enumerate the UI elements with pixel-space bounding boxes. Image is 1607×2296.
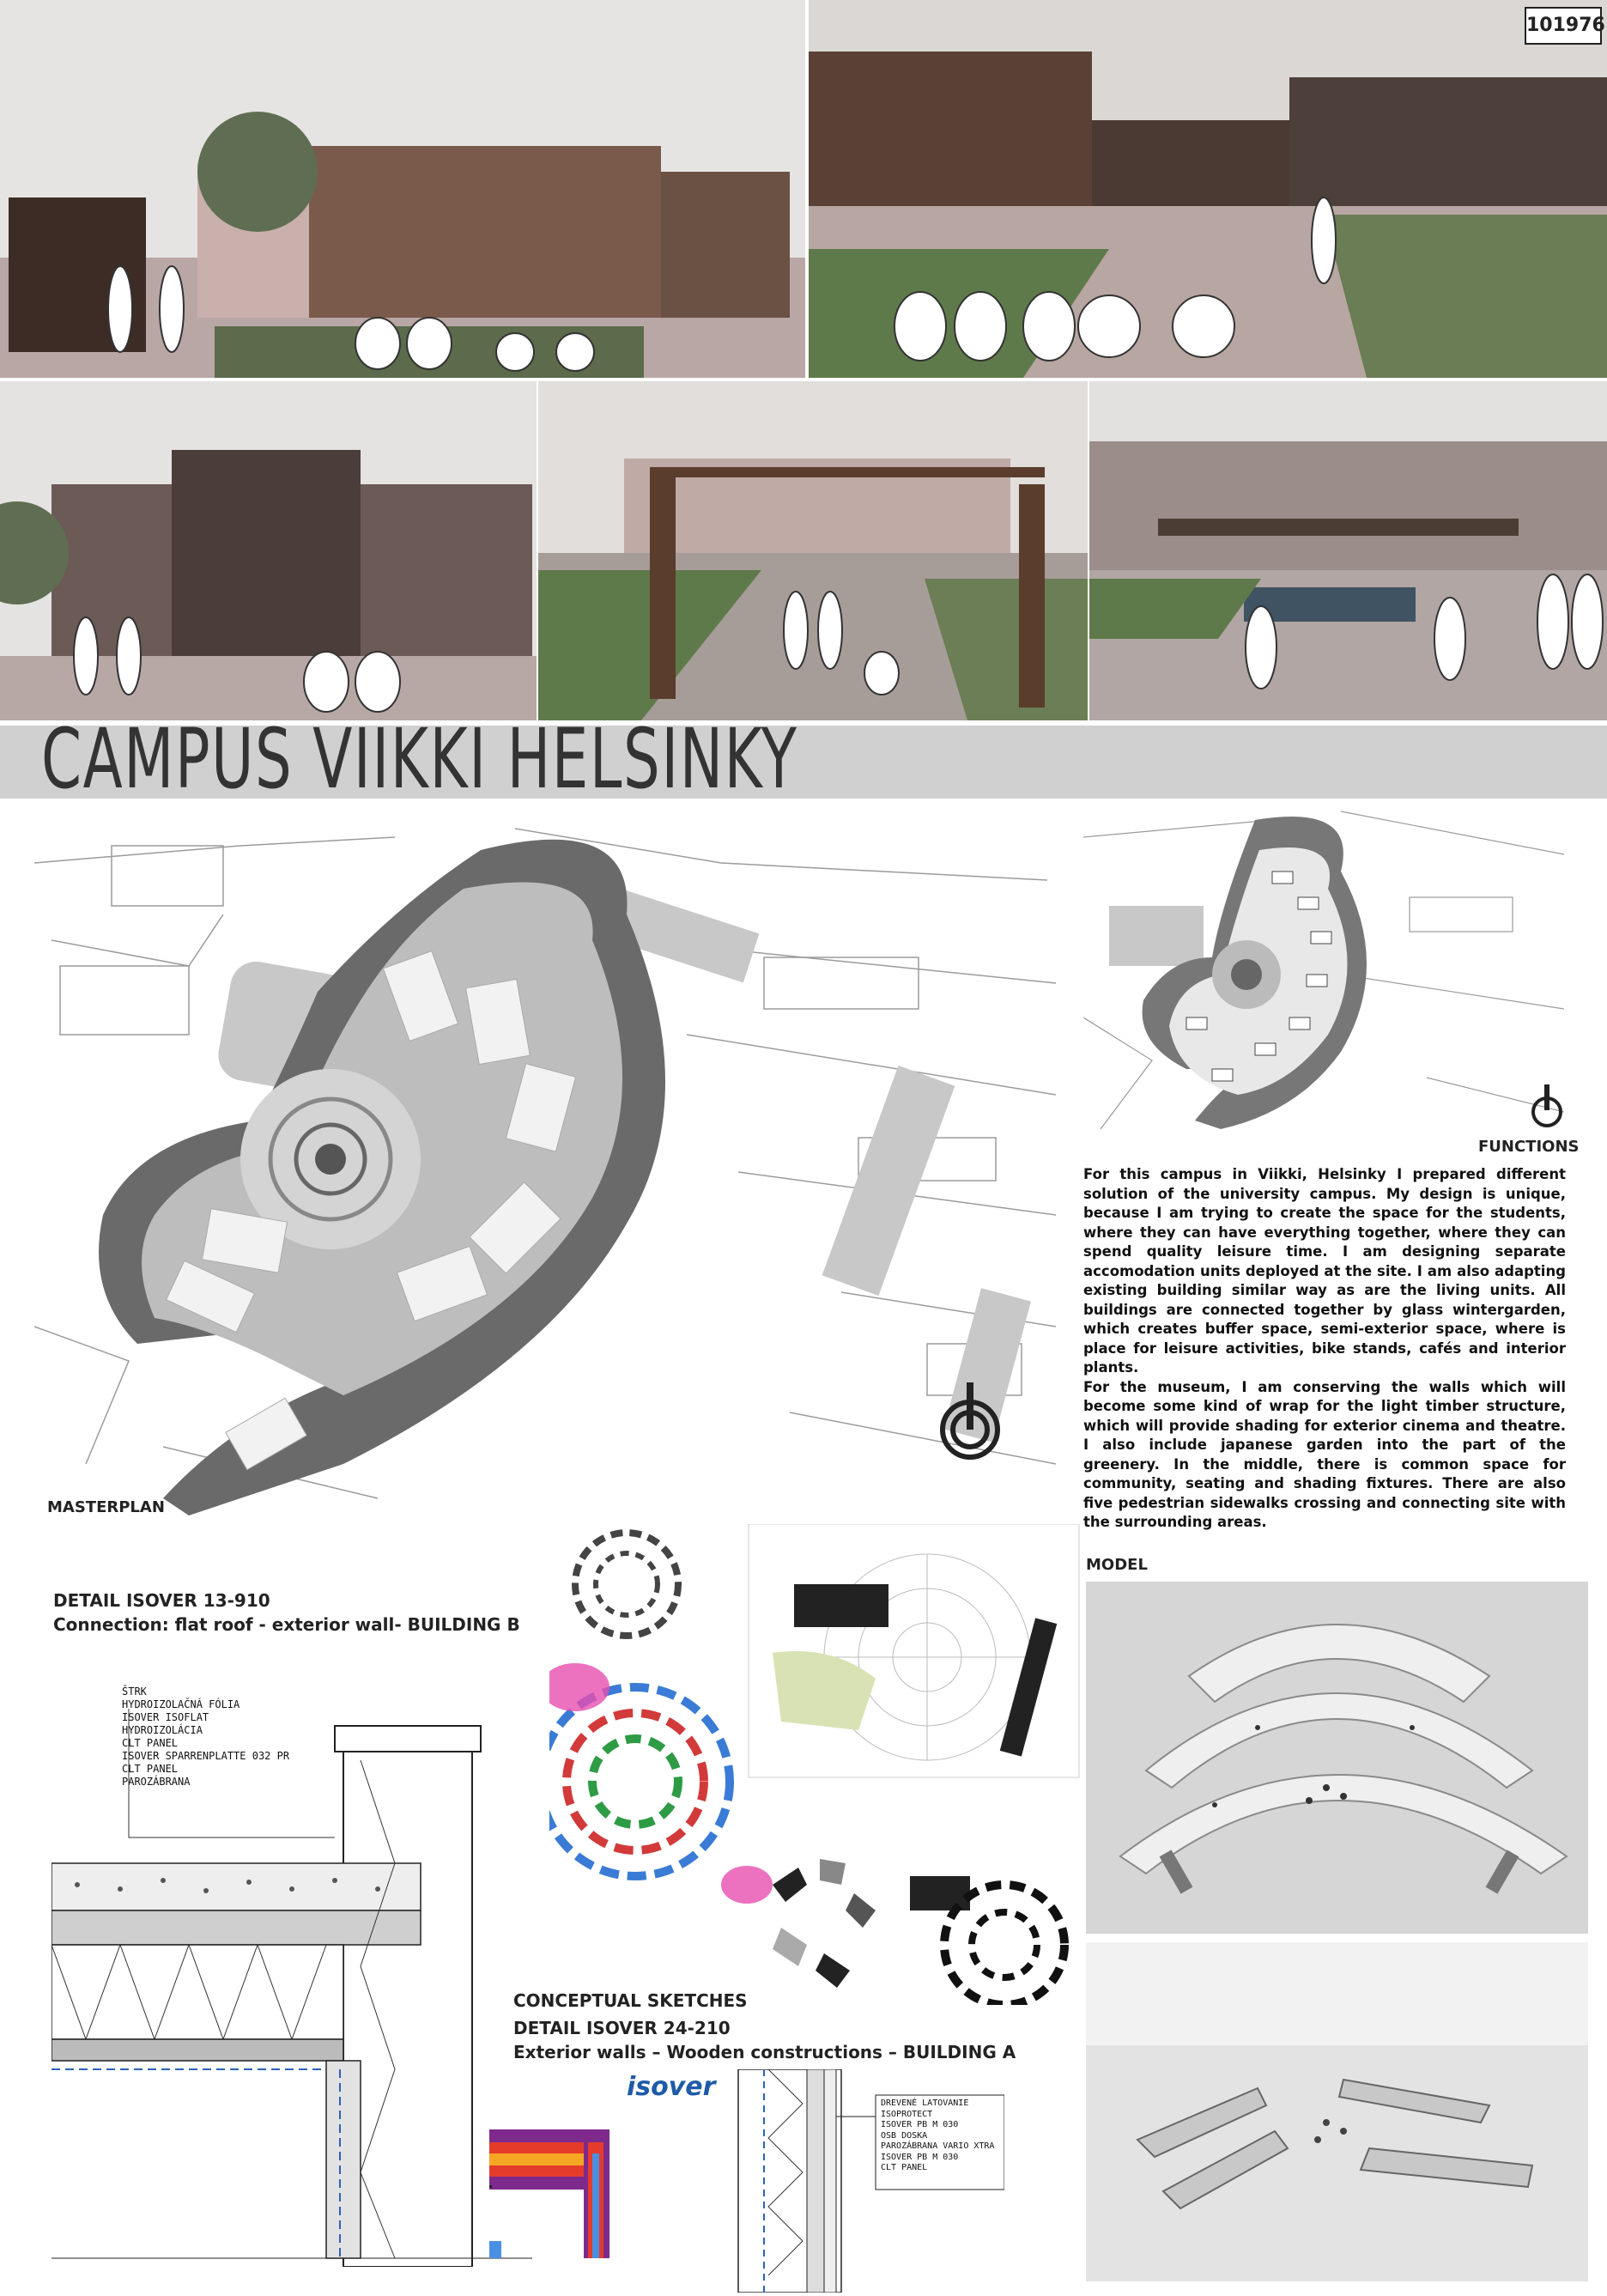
detail-b-layer: HYDROIZOLAČNÁ FÓLIA — [122, 1698, 240, 1710]
poster-id: 101976 — [1525, 7, 1602, 45]
detail-a-layers — [881, 2099, 994, 2174]
detail-b-layer: ISOVER SPARRENPLATTE 032 PR — [122, 1750, 290, 1762]
model-photo-top — [1086, 1582, 1588, 1934]
model-label: MODEL — [1086, 1556, 1148, 1574]
functions-label: FUNCTIONS — [1478, 1138, 1580, 1156]
description-paragraph-1: For this campus in Viikki, Helsinky I prepared different solution of the university campus. My design is unique, because I am trying to create the space for the students, where they can have everything together, where they can spend quality leisure time. I am designing separate accomodation units deployed at the site. I am also adapting existing building similar way as are the living units. All buildings are connected together by glass wintergarden, which creates buffer space, semi-exterior space, where is place for leisure activities, bike stands, cafés and interior plants. — [1083, 1166, 1566, 1376]
masterplan-label: MASTERPLAN — [47, 1498, 165, 1516]
detail-a-layer: OSB DOSKA — [881, 2130, 928, 2141]
detail-a-title: DETAIL ISOVER 24-210 — [513, 2018, 731, 2038]
render-pond-5 — [1089, 381, 1607, 720]
isover-thermal-graphic — [489, 2095, 661, 2267]
functions-drawing — [1083, 803, 1564, 1146]
detail-a-layer: PAROZÁBRANA VARIO XTRA — [881, 2141, 995, 2151]
detail-b-subtitle: Connection: flat roof - exterior wall- BUILDING B — [53, 1614, 520, 1635]
detail-b-layer: ISOVER ISOFLAT — [122, 1711, 209, 1723]
detail-a-layer: ISOVER PB M 030 — [881, 2120, 959, 2129]
detail-a-layer: DREVENÉ LATOVANIE — [881, 2099, 969, 2108]
detail-a-layer: ISOPROTECT — [881, 2109, 933, 2119]
render-path-4 — [538, 381, 1088, 720]
render-courtyard-2 — [809, 0, 1607, 378]
conceptual-sketches-label: CONCEPTUAL SKETCHES — [513, 1990, 748, 2011]
conceptual-sketches — [549, 1524, 1082, 2005]
description-paragraph-2: For the museum, I am conserving the walls which will become some kind of wrap for the light timber structure, which will provide shading for exterior cinema and theatre. I also include japanese garden into the part of the greenery. In the middle, there is common space for community, seating and shading fixtures. There are also five pedestrian sidewalks crossing and connecting site with the surrounding areas. — [1083, 1378, 1566, 1530]
isover-logo: isover — [627, 2072, 716, 2102]
model-photo-bottom — [1086, 1942, 1588, 2281]
masterplan-drawing — [34, 811, 1056, 1515]
project-description — [1083, 1165, 1566, 1533]
detail-b-layer: CLT PANEL — [122, 1763, 179, 1775]
render-building-3 — [0, 381, 537, 720]
detail-b-drawing — [52, 1709, 541, 2267]
detail-b-layer: ŠTRK — [122, 1686, 147, 1698]
detail-a-layer: CLT PANEL — [881, 2163, 928, 2172]
detail-b-layer: PAROZÁBRANA — [122, 1776, 191, 1788]
detail-a-subtitle: Exterior walls – Wooden constructions – BUILDING A — [513, 2042, 1016, 2062]
detail-b-title: DETAIL ISOVER 13-910 — [53, 1590, 270, 1611]
page-title: CAMPUS VIIKKI HELSINKY — [41, 711, 798, 807]
detail-b-layer: HYDROIZOLÁCIA — [122, 1724, 203, 1736]
detail-a-layer: ISOVER PB M 030 — [881, 2152, 959, 2162]
detail-b-layer: CLT PANEL — [122, 1737, 179, 1749]
render-courtyard-1 — [0, 0, 805, 378]
